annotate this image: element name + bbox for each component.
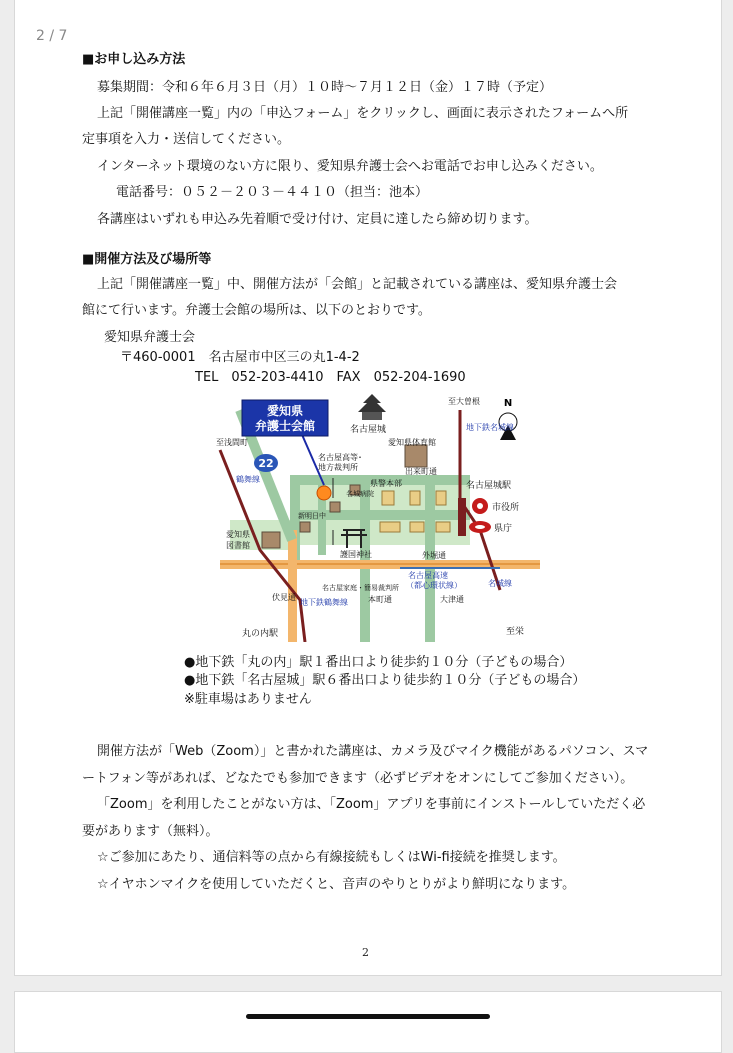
label-expressway-a: 名古屋高速 <box>408 571 448 580</box>
route-22-icon <box>254 454 278 472</box>
nagoyajo-station-marker <box>458 498 466 536</box>
label-expressway-b: （都心環状線） <box>406 581 462 590</box>
application-heading: ■お申し込み方法 <box>82 52 186 67</box>
label-sakae: 至栄 <box>506 627 525 637</box>
label-marunouchi-station: 丸の内駅 <box>242 629 279 639</box>
label-family-court: 名古屋家庭・簡易裁判所 <box>322 584 399 592</box>
access-map <box>200 390 540 642</box>
venue-name: 愛知県弁護士会 <box>104 330 196 345</box>
venue-line1b: 館にて行います。弁護士会館の場所は、以下のとおりです。 <box>82 303 431 318</box>
application-line2: インターネット環境のない方に限り、愛知県弁護士会へお電話でお申し込みください。 <box>97 159 603 174</box>
label-court-b: 地方裁判所 <box>318 463 358 472</box>
venue-badge-line2: 弁護士会館 <box>254 419 316 433</box>
application-period: 募集期間：令和６年６月３日（月）１０時～７月１２日（金）１７時（予定） <box>97 80 553 95</box>
label-fushimi: 伏見通 <box>272 593 296 602</box>
home-indicator[interactable] <box>246 1014 490 1019</box>
online-tip1: ☆ご参加にあたり、通信料等の点から有線接続もしくはWi-fi接続を推奨します。 <box>97 850 566 865</box>
access-line2: ●地下鉄「名古屋城」駅６番出口より徒歩約１０分（子どもの場合） <box>184 673 586 688</box>
label-pref-office: 県庁 <box>494 524 513 534</box>
application-line1b: 定事項を入力・送信してください。 <box>82 132 291 147</box>
label-nagoya-castle: 名古屋城 <box>350 425 387 435</box>
venue-tel-fax: TEL 052-203-4410 FAX 052-204-1690 <box>195 370 466 385</box>
label-tsurumai-line: 鶴舞線 <box>236 475 260 484</box>
label-meijo-subway: 地下鉄名城線 <box>466 423 514 432</box>
online-line2b: 要があります（無料）。 <box>82 824 219 839</box>
application-phone: 電話番号：０５２－２０３－４４１０（担当：池本） <box>116 185 429 200</box>
label-asama: 至浅間町 <box>216 438 248 447</box>
label-court-a: 名古屋高等･ <box>318 453 362 462</box>
label-sotobori: 外堀通 <box>422 551 446 560</box>
venue-badge-line1: 愛知県 <box>266 404 304 418</box>
label-tsurumai-subway: 地下鉄鶴舞線 <box>300 598 348 607</box>
access-line1: ●地下鉄「丸の内」駅１番出口より徒歩約１０分（子どもの場合） <box>184 655 573 670</box>
label-demachi: 出来町通 <box>405 467 437 476</box>
page-indicator: 2 / 7 <box>36 28 68 44</box>
application-line1a: 上記「開催講座一覧」内の「申込フォーム」をクリックし、画面に表示されたフォームへ所 <box>97 106 629 121</box>
label-pref-police: 県警本部 <box>370 479 402 488</box>
label-library-a: 愛知県 <box>226 530 250 539</box>
label-meijo-school: 名城病院 <box>346 490 374 498</box>
parking-note: ※駐車場はありません <box>184 692 312 707</box>
online-tip2: ☆イヤホンマイクを使用していただくと、音声のやりとりがより鮮明になります。 <box>97 877 576 892</box>
online-line2a: 「Zoom」を利用したことがない方は、「Zoom」アプリを事前にインストールしていただく必 <box>97 797 646 812</box>
label-city-hall: 市役所 <box>492 503 520 513</box>
page-number: 2 <box>362 946 369 959</box>
label-library-b: 図書館 <box>226 541 250 550</box>
label-hommachi: 本町通 <box>368 595 392 604</box>
next-page <box>14 991 722 1053</box>
application-line3: 各講座はいずれも申込み先着順で受け付け、定員に達したら締め切ります。 <box>97 212 538 227</box>
label-gym: 愛知県体育館 <box>388 438 436 447</box>
venue-line1a: 上記「開催講座一覧」中、開催方法が「会館」と記載されている講座は、愛知県弁護士会 <box>97 277 618 292</box>
venue-marker <box>317 486 331 500</box>
label-otsu: 大津通 <box>440 595 464 604</box>
label-meijo-line: 名城線 <box>488 579 512 588</box>
label-shinmei: 新明日中 <box>298 512 326 520</box>
label-gokoku: 護国神社 <box>340 550 372 559</box>
online-line1b: ートフォン等があれば、どなたでも参加できます（必ずビデオをオンにしてご参加ください）。 <box>82 771 634 786</box>
online-line1a: 開催方法が「Web（Zoom）」と書かれた講座は、カメラ及びマイク機能があるパソコン、スマ <box>97 744 649 759</box>
venue-heading: ■開催方法及び場所等 <box>82 252 212 267</box>
route-22-label: 22 <box>258 457 274 470</box>
north-label: N <box>503 398 513 409</box>
venue-address: 〒460-0001 名古屋市中区三の丸1-4-2 <box>120 350 360 365</box>
label-ozone: 至大曽根 <box>448 397 480 406</box>
venue-badge <box>242 400 328 436</box>
label-nagoyajo-station: 名古屋城駅 <box>466 481 512 491</box>
